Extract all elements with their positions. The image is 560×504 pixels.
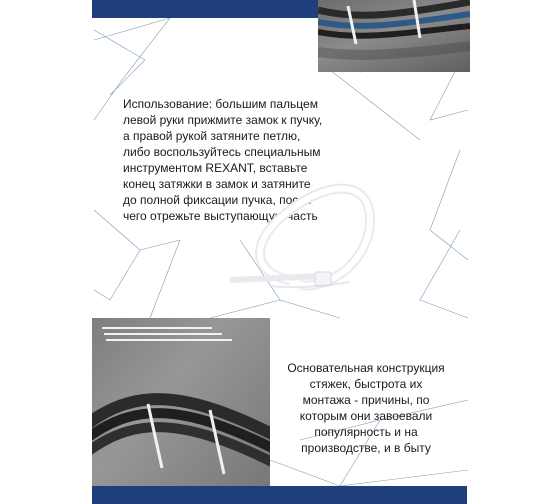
design-benefits-text: Основательная конструкция стяжек, быстрота их монтажа - причины, по которым они завоевали популярность и на производстве, и в быту [287, 361, 445, 455]
cables-photo-top [318, 0, 470, 72]
cables-photo-bottom [92, 318, 270, 504]
usage-instructions-text: Использование: большим пальцем левой руки прижмите замок к пучку, а правой рукой затяните петлю, либо воспользуйтесь специальным инструментом REXANT, вставьте конец затяжки в замок и затяните до полной фиксации пучка, после чего отрежьте выступающую часть [123, 97, 323, 223]
bottom-band [92, 486, 467, 504]
cable-tie-image [230, 160, 380, 300]
